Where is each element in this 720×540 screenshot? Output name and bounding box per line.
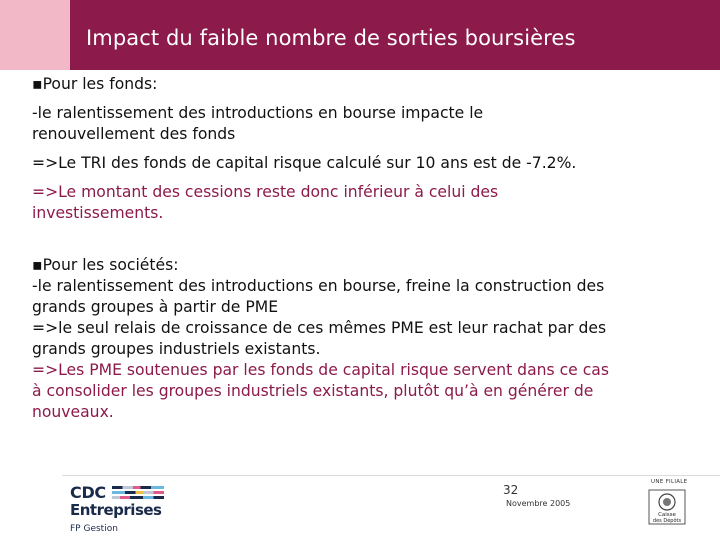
footer-divider [62,475,720,476]
logo-entreprises-text: Entreprises [70,501,162,519]
header-bar [0,0,720,70]
slide-title: Impact du faible nombre de sorties boursières [86,26,576,50]
funds-point-1a: -le ralentissement des introductions en bourse impacte le [32,104,484,122]
funds-point-2: =>Le TRI des fonds de capital risque calculé sur 10 ans est de -7.2%. [32,154,577,172]
funds-point-3b: investissements. [32,204,164,222]
funds-point-1b: renouvellement des fonds [32,125,236,143]
logo-subtitle: FP Gestion [70,524,118,534]
companies-point-2a: =>le seul relais de croissance de ces mêmes PME est leur rachat par des [32,319,607,337]
slide-body [32,74,704,423]
funds-heading: ▪Pour les fonds: [32,75,158,93]
seal-line-1: Caisse [658,512,676,518]
caisse-des-depots-logo-icon [648,489,686,525]
companies-point-3b: à consolider les groupes industriels existants, plutôt qu’à en générer de [32,382,594,400]
companies-point-1b: grands groupes à partir de PME [32,298,279,316]
logo-cdc-text: CDC [70,483,106,502]
page-date: Novembre 2005 [506,499,571,508]
companies-point-3a: =>Les PME soutenues par les fonds de capital risque servent dans ce cas [32,361,609,379]
funds-point-3a: =>Le montant des cessions reste donc inférieur à celui des [32,183,499,201]
header-accent-tab [0,0,70,70]
companies-point-1a: -le ralentissement des introductions en bourse, freine la construction des [32,277,605,295]
cdc-entreprises-logo [70,485,180,521]
companies-point-2b: grands groupes industriels existants. [32,340,321,358]
companies-heading: ▪Pour les sociétés: [32,256,179,274]
filiale-label: UNE FILIALE [651,479,688,485]
logo-stripes-icon [112,486,164,500]
companies-point-3c: nouveaux. [32,403,114,421]
page-number: 32 [503,483,519,497]
seal-line-2: des Dépôts [652,518,682,524]
